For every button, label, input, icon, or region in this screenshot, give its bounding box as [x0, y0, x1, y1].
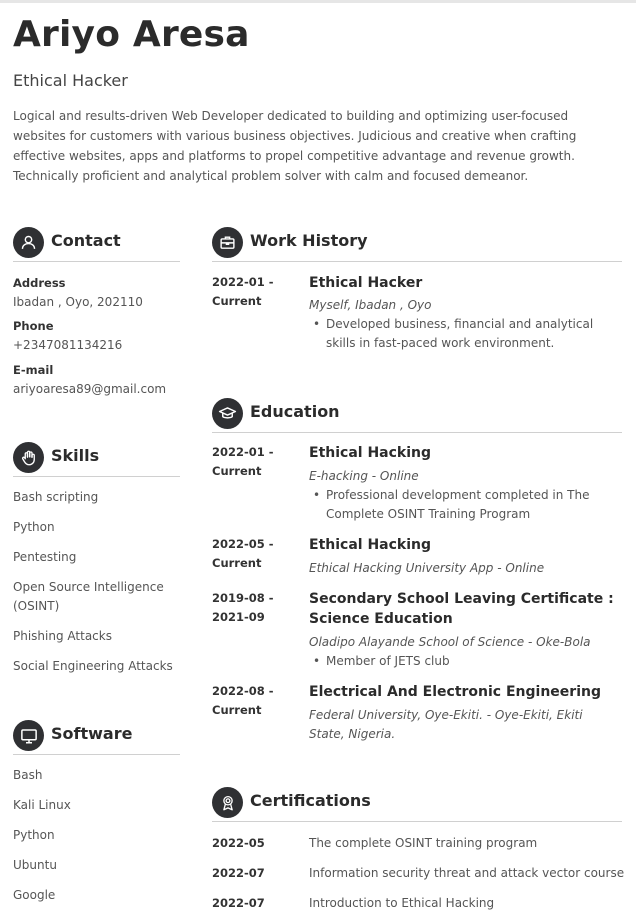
certification-name: Introduction to Ethical Hacking: [309, 896, 495, 910]
skill-item: Bash scripting: [13, 490, 99, 504]
software-item: Google: [13, 888, 56, 902]
address-label: Address: [13, 276, 66, 290]
software-item: Bash: [13, 768, 43, 782]
education-date: 2019-08 - 2021-09: [212, 591, 274, 624]
skill-item: Pentesting: [13, 550, 77, 564]
award-icon: [212, 787, 243, 818]
skill-item: Open Source Intelligence (OSINT): [13, 580, 164, 613]
work-title: Ethical Hacker: [309, 275, 423, 291]
education-date: 2022-05 - Current: [212, 537, 274, 570]
briefcase-icon: [212, 227, 243, 258]
work-history-heading: Work History: [250, 231, 368, 250]
software-heading: Software: [51, 724, 133, 743]
contact-heading: Contact: [51, 231, 121, 250]
education-bullet: • Professional development completed in The Complete OSINT Training Program: [313, 488, 590, 521]
certification-date: 2022-05: [212, 836, 265, 850]
certification-name: The complete OSINT training program: [309, 836, 538, 850]
top-border: [0, 0, 636, 3]
education-date: 2022-01 - Current: [212, 445, 274, 478]
education-title: Ethical Hacking: [309, 445, 432, 461]
phone-label: Phone: [13, 319, 54, 333]
address-value: Ibadan , Oyo, 202110: [13, 295, 143, 309]
phone-value: +2347081134216: [13, 338, 123, 352]
work-bullet: • Developed business, financial and analytical skills in fast-paced work environment.: [313, 317, 594, 350]
certifications-heading: Certifications: [250, 791, 371, 810]
certification-date: 2022-07: [212, 896, 265, 910]
hand-icon: [13, 442, 44, 473]
education-bullet: • Member of JETS club: [313, 654, 450, 668]
certifications-section-header: [212, 787, 622, 822]
email-label: E-mail: [13, 363, 54, 377]
monitor-icon: [13, 720, 44, 751]
professional-summary: Logical and results-driven Web Developer dedicated to building and optimizing user-focused websites for customers with various business objectives. Judicious and creative when crafting effective websites, apps and platforms to propel competitive advantage and revenue growth. Technically proficient and analytical problem solver with calm and focused demeanor.: [13, 109, 577, 183]
person-icon: [13, 227, 44, 258]
skill-item: Python: [13, 520, 55, 534]
graduation-cap-icon: [212, 398, 243, 429]
software-item: Kali Linux: [13, 798, 71, 812]
education-title: Ethical Hacking: [309, 537, 432, 553]
skills-section-header: [13, 442, 180, 477]
skills-heading: Skills: [51, 446, 100, 465]
software-section-header: [13, 720, 180, 755]
certification-date: 2022-07: [212, 866, 265, 880]
skill-item: Social Engineering Attacks: [13, 659, 173, 673]
software-item: Python: [13, 828, 55, 842]
education-section-header: [212, 398, 622, 433]
education-heading: Education: [250, 402, 340, 421]
certification-name: Information security threat and attack vector course: [309, 866, 625, 880]
resume-name: Ariyo Aresa: [13, 14, 250, 55]
job-title: Ethical Hacker: [13, 71, 128, 90]
work-date: 2022-01 - Current: [212, 275, 274, 308]
education-institution: E-hacking - Online: [309, 469, 419, 483]
education-institution: Ethical Hacking University App - Online: [309, 561, 545, 575]
skill-item: Phishing Attacks: [13, 629, 112, 643]
work-employer: Myself, Ibadan , Oyo: [309, 298, 432, 312]
email-value: ariyoaresa89@gmail.com: [13, 382, 167, 396]
education-institution: Federal University, Oye-Ekiti. - Oye-Ekiti, Ekiti State, Nigeria.: [309, 708, 583, 741]
education-title: Electrical And Electronic Engineering: [309, 684, 601, 700]
education-title: Secondary School Leaving Certificate : Science Education: [309, 591, 614, 627]
education-institution: Oladipo Alayande School of Science - Oke-Bola: [309, 635, 591, 649]
software-item: Ubuntu: [13, 858, 57, 872]
contact-section-header: [13, 227, 180, 262]
work-history-section-header: [212, 227, 622, 262]
education-date: 2022-08 - Current: [212, 684, 274, 717]
